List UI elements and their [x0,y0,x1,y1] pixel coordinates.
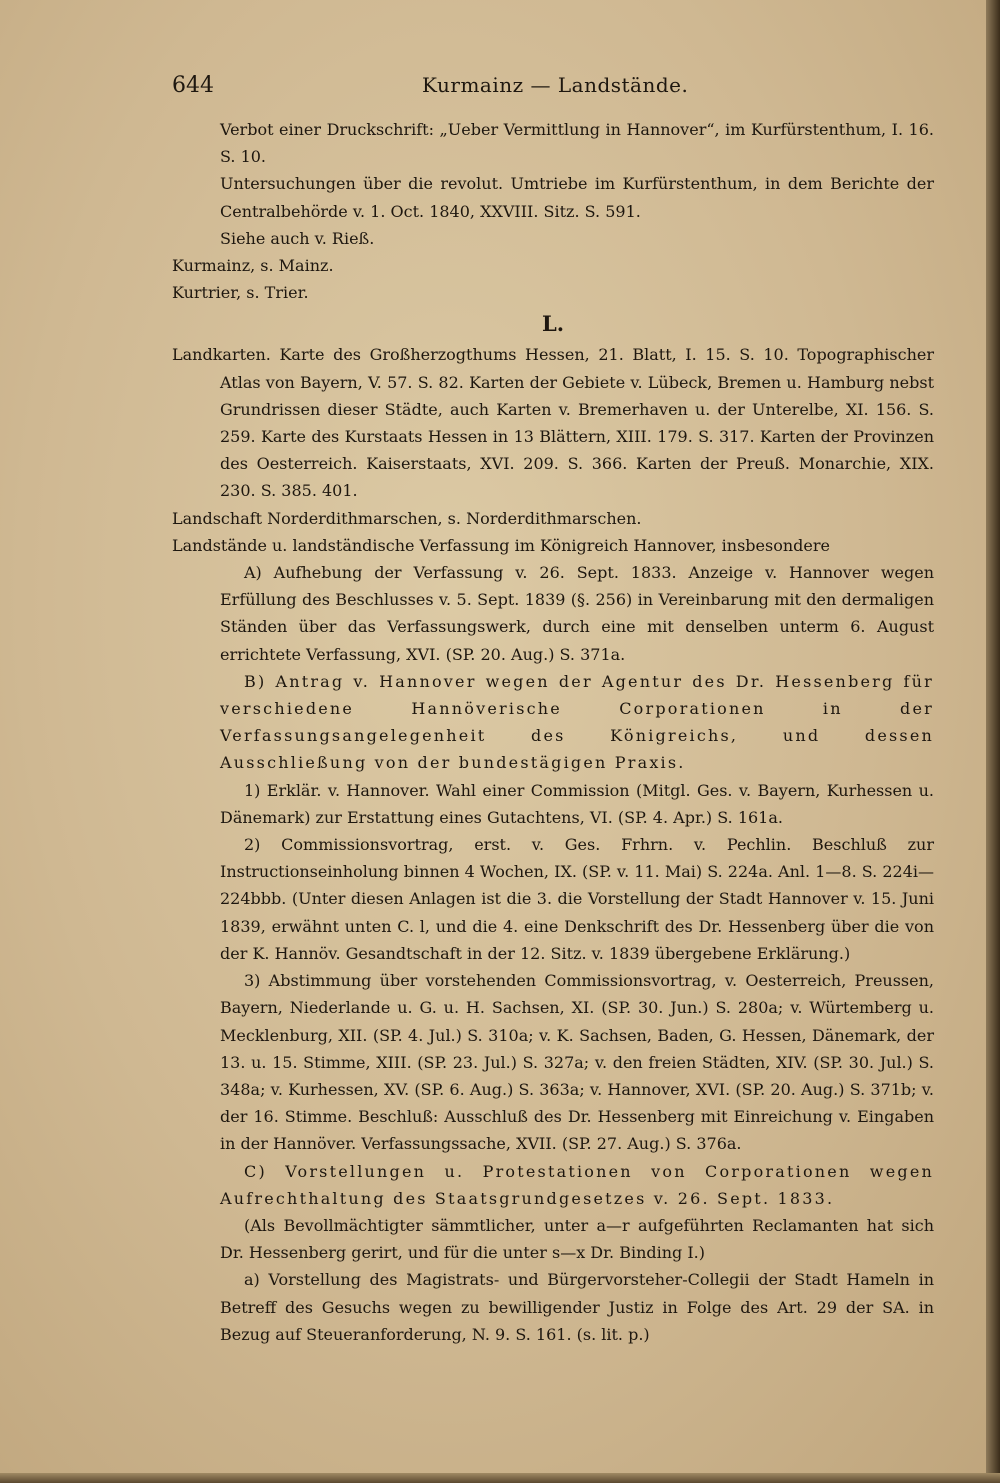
running-title: Kurmainz — Landstände. [422,73,689,97]
page-edge-right [986,0,1000,1483]
running-header [172,72,934,110]
entry-kurmainz: Kurmainz, s. Mainz. [172,256,334,276]
entry-landschaft: Landschaft Norderdithmarschen, s. Norderdithmarschen. [172,508,642,528]
entry-landstaende: Landstände u. landständische Verfassung im Königreich Hannover, insbesondere [172,535,830,555]
subentry-a-aufhebung: A) Aufhebung der Verfassung v. 26. Sept. 1833. Anzeige v. Hannover wegen Erfüllung des Beschlusses v. 5. Sept. 1839 (§. 256) in Vereinbarung mit den dermaligen Ständen über das Verfassungswerk, durch eine mit denselben unterm 6. August errichtete Verfassung, XVI. (SP. 20. Aug.) S. 371a. [220,563,934,664]
subentry-b1: 1) Erklär. v. Hannover. Wahl einer Commission (Mitgl. Ges. v. Bayern, Kurhessen u. Dänemark) zur Erstattung eines Gutachtens, VI. (SP. 4. Apr.) S. 161a. [220,780,934,827]
page-number: 644 [172,73,214,98]
section-letter-heading: L. [541,311,565,337]
entry-druckschrift: Verbot einer Druckschrift: „Ueber Vermittlung in Hannover“, im Kurfürstenthum, I. 16. S. 10. [220,120,934,167]
entry-landkarten: Landkarten. Karte des Großherzogthums Hessen, 21. Blatt, I. 15. S. 10. Topographischer Atlas von Bayern, V. 57. S. 82. Karten der Gebiete v. Lübeck, Bremen u. Hamburg nebst Grundrissen dieser Städte, auch Karten v. Bremerhaven u. der Unterelbe, XI. 156. S. 259. Karte des Kurstaats Hessen in 13 Blättern, XIII. 179. S. 317. Karten der Provinzen des Oesterreich. Kaiserstaats, XVI. 209. S. 366. Karten der Preuß. Monarchie, XIX. 230. S. 385. 401. [172,345,934,501]
subentry-b-antrag: B) Antrag v. Hannover wegen der Agentur des Dr. Hessenberg für verschiedene Hannöverische Corporationen in der Verfassungsangelegenheit des Königreichs, und dessen Ausschließung von der bundestägigen Praxis. [220,671,934,773]
subentry-c-note: (Als Bevollmächtigter sämmtlicher, unter a—r aufgeführten Reclamanten hat sich Dr. Hessenberg gerirt, und für die unter s—x Dr. Binding I.) [220,1215,934,1263]
subentry-b3: 3) Abstimmung über vorstehenden Commissionsvortrag, v. Oesterreich, Preussen, Bayern, Niederlande u. G. u. H. Sachsen, XI. (SP. 30. Jun.) S. 280a; v. Würtemberg u. Mecklenburg, XII. (SP. 4. Jul.) S. 310a; v. K. Sachsen, Baden, G. Hessen, Dänemark, der 13. u. 15. Stimme, XIII. (SP. 23. Jul.) S. 327a; v. den freien Städten, XIV. (SP. 30. Jul.) S. 348a; v. Kurhessen, XV. (SP. 6. Aug.) S. 363a; v. Hannover, XVI. (SP. 20. Aug.) S. 371b; v. der 16. Stimme. Beschluß: Ausschluß des Dr. Hessenberg mit Einreichung v. Eingaben in der Hannöver. Verfassungssache, XVII. (SP. 27. Aug.) S. 376a. [220,971,934,1154]
subentry-c-vorstellungen: C) Vorstellungen u. Protestationen von Corporationen wegen Aufrechthaltung des Staatsgrundgesetzes v. 26. Sept. 1833. [220,1161,934,1208]
entry-siehe-auch: Siehe auch v. Rieß. [220,228,375,248]
entry-kurtrier: Kurtrier, s. Trier. [172,283,309,303]
subentry-c-a: a) Vorstellung des Magistrats- und Bürgervorsteher-Collegii der Stadt Hameln in Betreff des Gesuchs wegen zu bewilligender Justiz in Folge des Art. 29 der SA. in Bezug auf Steueranforderung, N. 9. S. 161. (s. lit. p.) [220,1270,934,1344]
subentry-b2: 2) Commissionsvortrag, erst. v. Ges. Frhrn. v. Pechlin. Beschluß zur Instructionseinholung binnen 4 Wochen, IX. (SP. v. 11. Mai) S. 224a. Anl. 1—8. S. 224i—224bbb. (Unter diesen Anlagen ist die 3. die Vorstellung der Stadt Hannover v. 15. Juni 1839, erwähnt unten C. l, und die 4. eine Denkschrift des Dr. Hessenberg über die von der K. Hannöv. Gesandtschaft in der 12. Sitz. v. 1839 übergebene Erklärung.) [220,835,934,963]
entry-untersuchungen: Untersuchungen über die revolut. Umtriebe im Kurfürstenthum, in dem Berichte der Centralbehörde v. 1. Oct. 1840, XXVIII. Sitz. S. 591. [220,174,934,221]
page-content [172,72,934,1348]
page-edge-bottom [0,1473,1000,1483]
